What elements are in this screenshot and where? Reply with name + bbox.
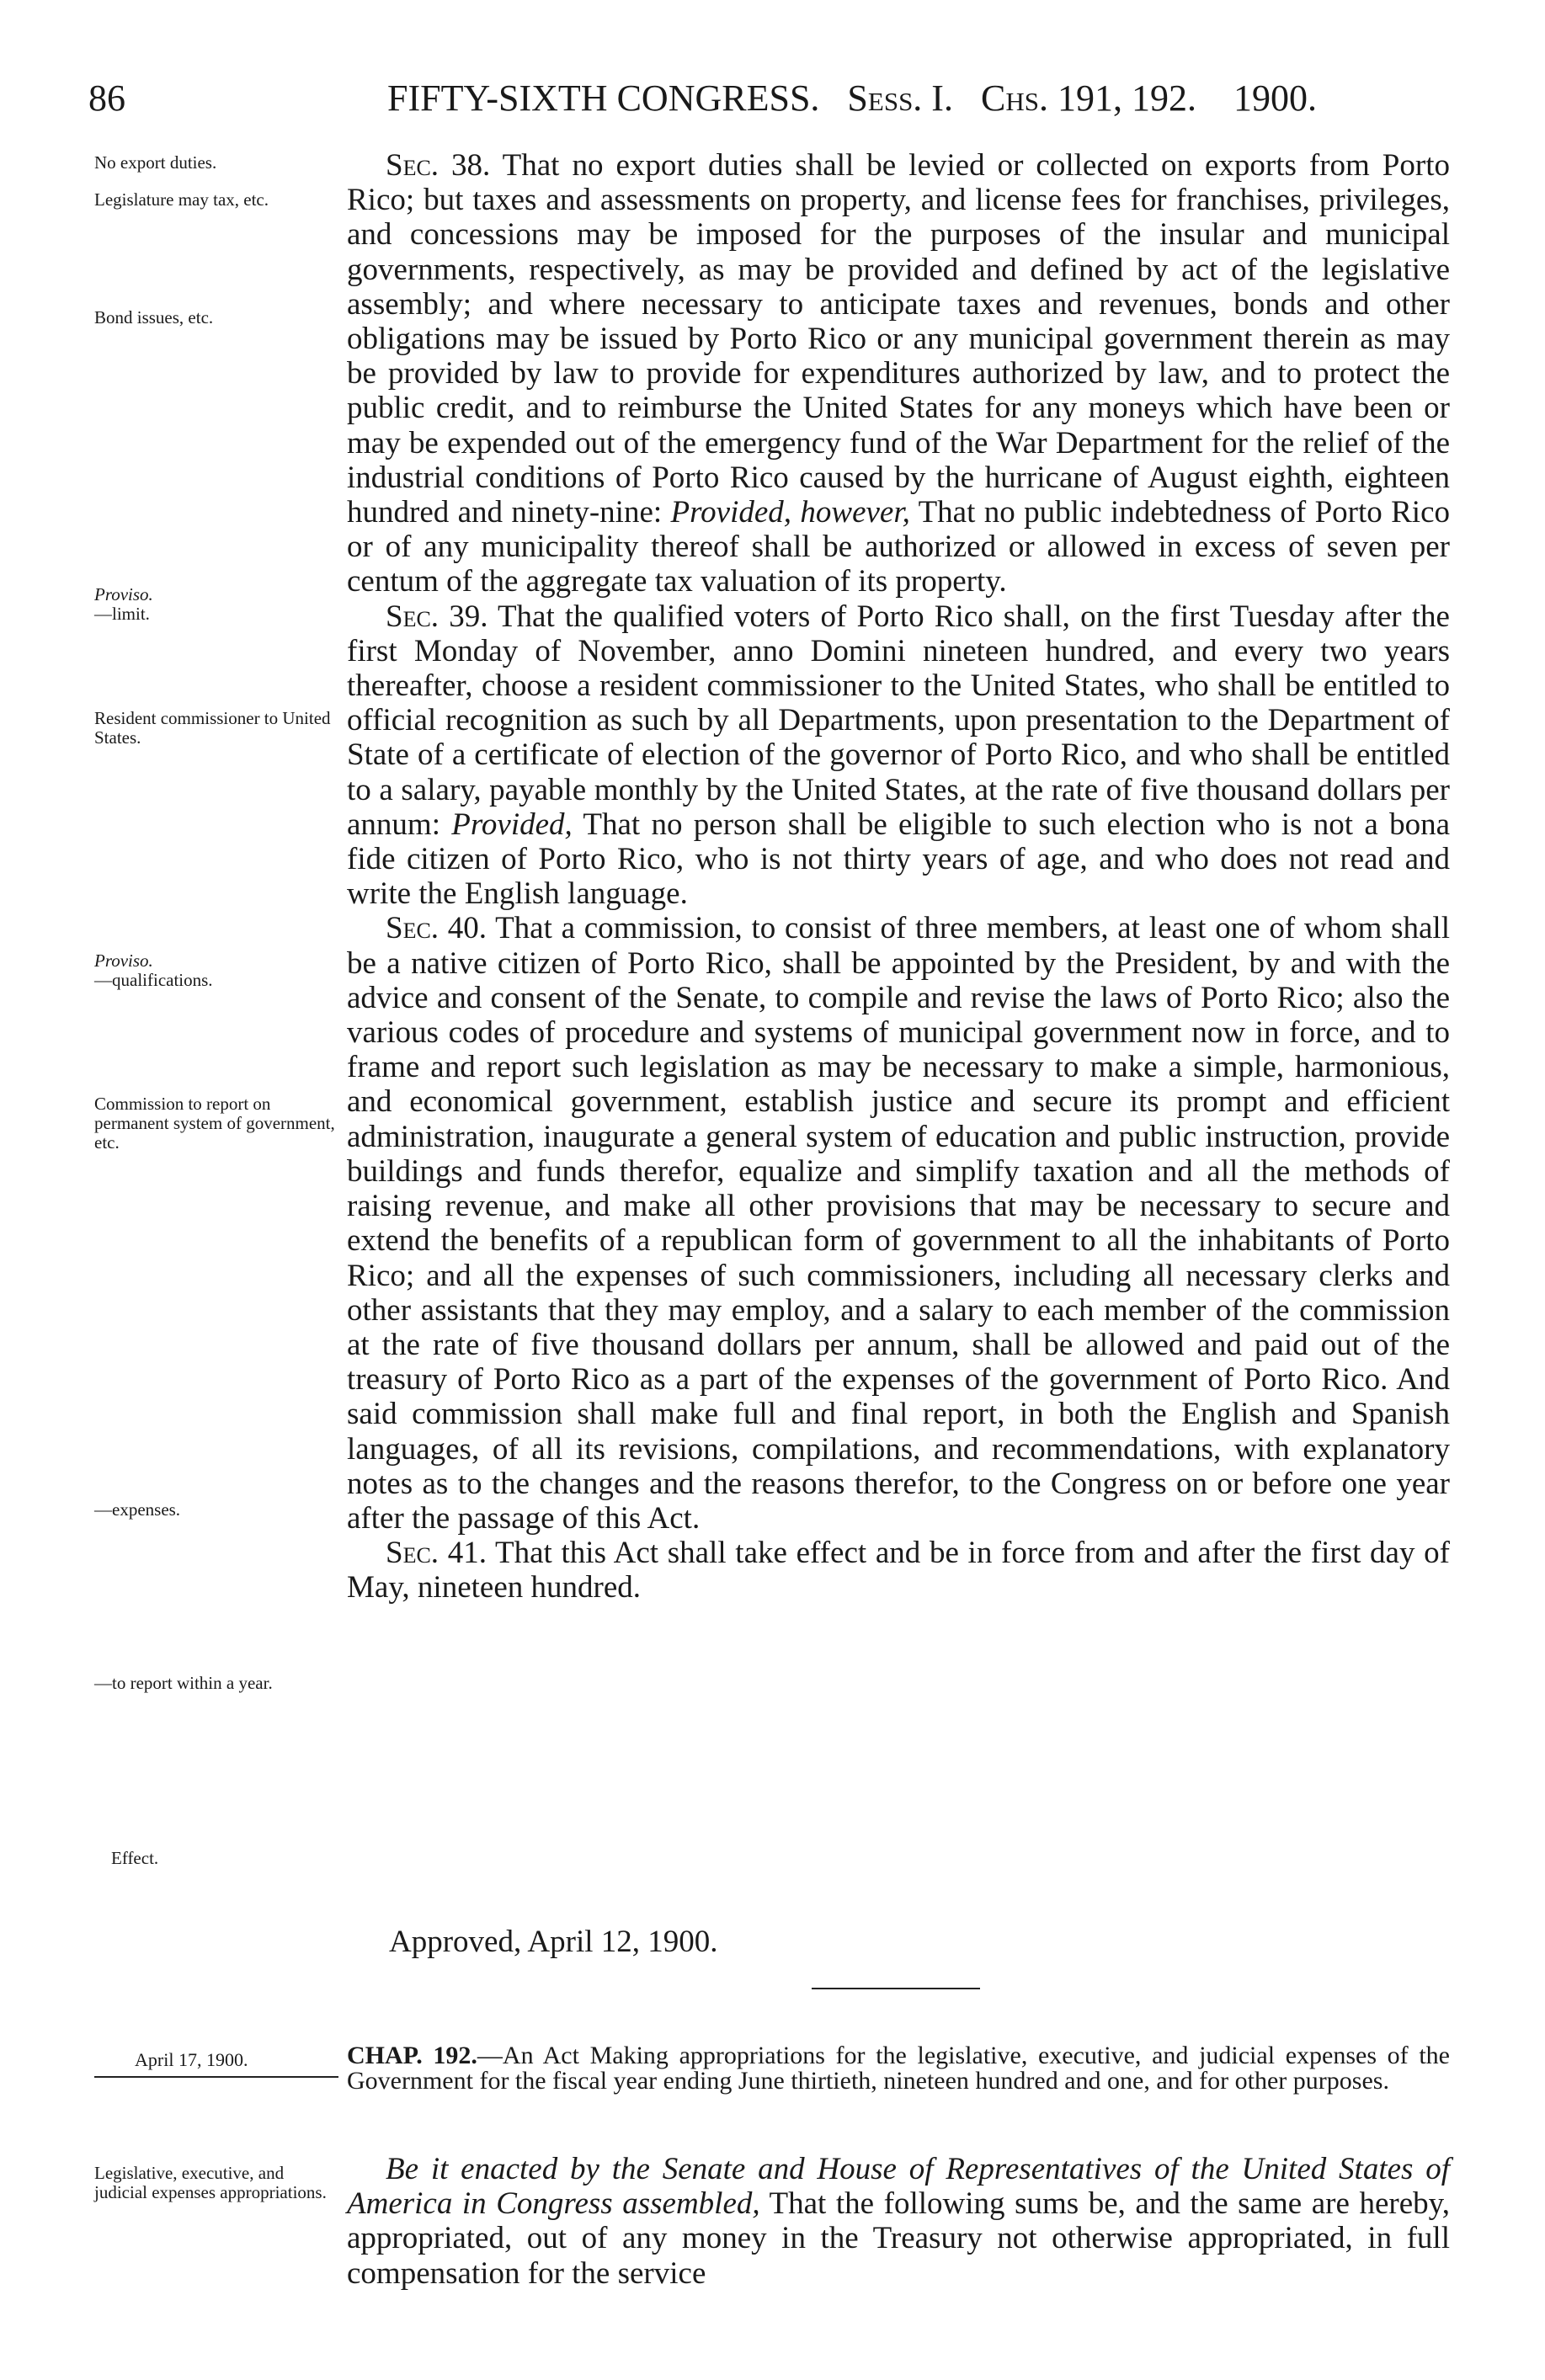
margin-note-legislative-appropriations: Legislative, executive, and judicial expenses appropriations. bbox=[94, 2163, 327, 2202]
sec38-proviso: Provided, however, bbox=[670, 495, 910, 530]
chapter-title: —An Act Making appropriations for the legislative, executive, and judicial expenses of the Government for the fiscal year ending June thirtieth, nineteen hundred and one, and for other purposes. bbox=[347, 2042, 1450, 2095]
running-head bbox=[387, 76, 1317, 121]
section-41 bbox=[347, 1536, 1450, 1605]
section-38 bbox=[347, 148, 1450, 599]
margin-note-export-duties: No export duties. bbox=[94, 152, 217, 173]
chapter-label: CHAP. 192. bbox=[347, 2042, 477, 2069]
margin-note-report-within-year: —to report within a year. bbox=[94, 1673, 273, 1693]
proviso-1-label: Proviso. bbox=[94, 584, 153, 604]
enacting-text: That the following sums be, and the same are hereby, appropriated, out of any money in the Treasury not otherwise appropriated, in full compensation for the service bbox=[347, 2186, 1450, 2291]
margin-note-bond-issues: Bond issues, etc. bbox=[94, 307, 214, 327]
sec39-proviso: Provided, bbox=[451, 807, 573, 842]
section-39 bbox=[347, 599, 1450, 912]
section-40 bbox=[347, 911, 1450, 1536]
proviso-2-label: Proviso. bbox=[94, 950, 153, 971]
margin-note-proviso-2 bbox=[94, 951, 338, 990]
sec38-label: Sec. 38. bbox=[386, 148, 491, 183]
sec40-text: That a commission, to consist of three members, at least one of whom shall be a native citizen of Porto Rico, shall be appointed by the President, by and with the advice and consent of the Senate, to compile and revise the laws of Porto Rico; also the various codes of procedure and systems of municipal government now in force, and to frame and report such legislation as may be necessary to make a simple, harmonious, and economical government, establish justice and secure its prompt and efficient administration, inaugurate a general system of education and public instruction, provide buildings and funds therefor, equalize and simplify taxation and all the methods of raising revenue, and make all other provisions that may be necessary to secure and extend the benefits of a republican form of government to all the inhabitants of Porto Rico; and all the expenses of such commissioners, including all necessary clerks and other assistants that they may employ, and a salary to each member of the commission at the rate of five thousand dollars per annum, shall be allowed and paid out of the treasury of Porto Rico as a part of the expenses of the government of Porto Rico. And said commission shall make full and final report, in both the English and Spanish languages, of all its revisions, compilations, and recommendations, with explanatory notes as to the changes and the reasons therefor, to the Congress on or before one year after the passage of this Act. bbox=[347, 911, 1450, 1536]
chapter-192-heading bbox=[347, 2043, 1450, 2094]
qualifications-label: —qualifications. bbox=[94, 970, 213, 990]
sec39-text-2: That no person shall be eligible to such election who is not a bona fide citizen of Porto Rico, who is not thirty years of age, and who does not read and write the English language. bbox=[347, 807, 1450, 912]
running-title: FIFTY-SIXTH CONGRESS. bbox=[387, 77, 820, 119]
sec41-label: Sec. 41. bbox=[386, 1536, 487, 1571]
enacting-clause: Be it enacted by the Senate and House of Representatives of the United States of America in Congress assembled, bbox=[347, 2152, 1450, 2222]
sec39-label: Sec. 39. bbox=[386, 599, 488, 634]
sec40-label: Sec. 40. bbox=[386, 911, 487, 946]
session-label: Sess. I. bbox=[847, 77, 953, 119]
margin-note-resident-commissioner: Resident commissioner to United States. bbox=[94, 708, 331, 748]
header-year: 1900. bbox=[1233, 77, 1317, 119]
sec39-text: That the qualified voters of Porto Rico shall, on the first Tuesday after the first Monday of November, anno Domini nineteen hundred, and every two years thereafter, choose a resident commissioner to the United States, who shall be entitled to official recognition as such by all Departments, upon presentation to the Department of State of a certificate of election of the governor of Porto Rico, and who shall be entitled to a salary, payable monthly by the United States, at the rate of five thousand dollars per annum: bbox=[347, 599, 1450, 842]
margin-note-proviso-1 bbox=[94, 585, 338, 624]
margin-note-expenses: —expenses. bbox=[94, 1499, 181, 1520]
date-rule bbox=[94, 2076, 338, 2078]
margin-note-legislature-tax: Legislature may tax, etc. bbox=[94, 189, 269, 210]
section-divider bbox=[812, 1988, 980, 1989]
limit-label: —limit. bbox=[94, 604, 150, 624]
margin-note-effect: Effect. bbox=[111, 1848, 159, 1868]
page-number: 86 bbox=[88, 77, 125, 119]
enacting-paragraph bbox=[347, 2152, 1450, 2291]
approval-line: Approved, April 12, 1900. bbox=[389, 1925, 718, 1959]
sec38-text: That no export duties shall be levied or collected on exports from Porto Rico; but taxes and assessments on property, and license fees for franchises, privileges, and concessions may be imposed for the purposes of the insular and municipal governments, respectively, as may be provided and defined by act of the legislative assembly; and where necessary to anticipate taxes and revenues, bonds and other obligations may be issued by Porto Rico or any municipal government therein as may be provided by law to provide for expenditures authorized by law, and to protect the public credit, and to reimburse the United States for any moneys which have been or may be expended out of the emergency fund of the War Department for the relief of the industrial conditions of Porto Rico caused by the hurricane of August eighth, eighteen hundred and ninety-nine: bbox=[347, 148, 1450, 530]
sec41-text: That this Act shall take effect and be in force from and after the first day of May, nineteen hundred. bbox=[347, 1536, 1450, 1605]
statute-body bbox=[347, 148, 1450, 1605]
sec38-text-2: That no public indebtedness of Porto Rico or of any municipality thereof shall be authorized or allowed in excess of seven per centum of the aggregate tax valuation of its property. bbox=[347, 495, 1450, 599]
margin-note-date: April 17, 1900. bbox=[135, 2049, 248, 2070]
chapters-label: Chs. 191, 192. bbox=[980, 77, 1196, 119]
margin-note-commission: Commission to report on permanent system of government, etc. bbox=[94, 1094, 335, 1153]
